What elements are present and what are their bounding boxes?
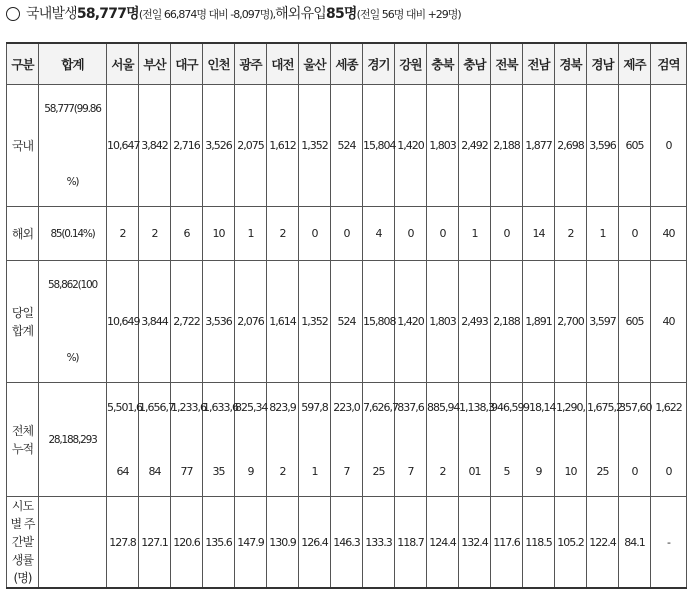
column-header: 충북 [427,43,459,85]
value-cell: 147.9 [235,497,267,589]
value-cell: 124.4 [427,497,459,589]
value-cell: 117.6 [491,497,523,589]
column-header: 세종 [331,43,363,85]
value-cell: 130.9 [267,497,299,589]
value-cell-bottom: 84 [148,465,161,478]
value-cell: 1,352 [299,85,331,207]
value-cell-bottom: 10 [564,465,577,478]
row-label: 해외 [7,207,39,261]
value-cell: 10,649 [107,261,139,383]
total-cell [39,261,107,383]
value-cell: 4 [363,207,395,261]
column-header: 울산 [299,43,331,85]
column-header: 대전 [267,43,299,85]
value-cell-bottom: 0 [665,465,672,478]
total-cell-top: 58,777(99.86 [44,103,101,115]
value-cell: 146.3 [331,497,363,589]
value-cell [107,383,142,497]
value-cell-bottom: 25 [372,465,385,478]
column-header: 전남 [523,43,555,85]
value-cell: 6 [171,207,203,261]
value-cell: 1,891 [523,261,555,383]
row-label: 당일 합계 [7,261,39,383]
column-header: 제주 [619,43,651,85]
circle-bullet-icon [6,7,20,21]
value-cell [619,383,651,497]
value-cell: 1 [459,207,491,261]
row-cumulative [7,383,687,497]
value-cell: 2,700 [555,261,587,383]
page-title [6,0,461,28]
value-cell [555,383,587,497]
total-cell-bottom: %) [66,352,79,364]
value-cell: 2 [555,207,587,261]
row-overseas [7,207,687,261]
value-cell-top: 5,501,6 [107,401,142,414]
column-header: 부산 [139,43,171,85]
value-cell: 118.5 [523,497,555,589]
value-cell-top: 918,14 [523,401,556,414]
value-cell: 15,804 [363,85,395,207]
value-cell: 10 [203,207,235,261]
value-cell: 3,844 [139,261,171,383]
value-cell: 2 [107,207,139,261]
value-cell: 2,716 [171,85,203,207]
value-cell-top: 223,0 [333,401,360,414]
row-domestic [7,85,687,207]
value-cell: - [651,497,687,589]
value-cell: 14 [523,207,555,261]
row-label: 전체 누적 [7,383,39,497]
value-cell-top: 946,59 [491,401,524,414]
row-label: 시도별 주간발생률(명) [7,497,39,589]
value-cell-bottom: 01 [468,465,481,478]
value-cell: 0 [491,207,523,261]
value-cell: 120.6 [171,497,203,589]
overseas-compare: (전일 56명 대비 +29명) [356,8,461,21]
value-cell: 122.4 [587,497,619,589]
value-cell: 2,188 [491,85,523,207]
value-cell-top: 1,233,6 [171,401,206,414]
value-cell-top: 597,8 [301,401,328,414]
value-cell [267,383,299,497]
value-cell: 1,614 [267,261,299,383]
value-cell [651,383,687,497]
value-cell: 2,075 [235,85,267,207]
value-cell: 0 [619,207,651,261]
value-cell-bottom: 7 [407,465,414,478]
value-cell: 40 [651,207,687,261]
value-cell: 84.1 [619,497,651,589]
column-header: 전북 [491,43,523,85]
total-cell [39,497,107,589]
domestic-label: 국내발생 [26,6,77,22]
value-cell [331,383,363,497]
value-cell: 2,076 [235,261,267,383]
value-cell: 0 [331,207,363,261]
column-header: 경기 [363,43,395,85]
total-cell-top: 58,862(100 [48,279,97,291]
domestic-compare: (전일 66,874명 대비 -8,097명), [138,8,276,21]
value-cell-top: 1,138,3 [459,401,494,414]
value-cell [235,383,267,497]
value-cell: 1,420 [395,85,427,207]
value-cell: 133.3 [363,497,395,589]
value-cell: 1,877 [523,85,555,207]
value-cell-top: 1,633,6 [203,401,238,414]
value-cell: 2,493 [459,261,491,383]
column-header: 합계 [39,43,107,85]
value-cell-top: 7,626,7 [363,401,398,414]
column-header: 경남 [587,43,619,85]
value-cell-bottom: 2 [439,465,446,478]
value-cell: 1,420 [395,261,427,383]
value-cell-top: 1,675,2 [587,401,622,414]
value-cell: 1 [587,207,619,261]
total-cell-bottom: %) [66,176,79,188]
value-cell-top: 1,656,7 [139,401,174,414]
value-cell-bottom: 9 [535,465,542,478]
column-header: 구분 [7,43,39,85]
value-cell: 15,808 [363,261,395,383]
value-cell [299,383,331,497]
value-cell-top: 823,9 [269,401,296,414]
value-cell: 3,526 [203,85,235,207]
value-cell-top: 357,60 [619,401,652,414]
value-cell: 605 [619,261,651,383]
region-case-table [6,42,687,589]
value-cell: 2 [267,207,299,261]
value-cell: 126.4 [299,497,331,589]
value-cell: 0 [427,207,459,261]
value-cell-bottom: 9 [247,465,254,478]
value-cell [203,383,238,497]
header-row [7,43,687,85]
value-cell-bottom: 7 [343,465,350,478]
overseas-count: 85명 [326,6,357,22]
value-cell [363,383,398,497]
total-cell: 85(0.14%) [39,207,107,261]
value-cell: 2,188 [491,261,523,383]
value-cell [395,383,427,497]
value-cell: 132.4 [459,497,491,589]
value-cell: 524 [331,85,363,207]
value-cell: 2,492 [459,85,491,207]
value-cell: 1,803 [427,85,459,207]
column-header: 경북 [555,43,587,85]
value-cell-bottom: 35 [212,465,225,478]
value-cell-top: 837,6 [397,401,424,414]
domestic-count: 58,777명 [76,6,139,22]
column-header: 검역 [651,43,687,85]
value-cell: 10,647 [107,85,139,207]
value-cell: 2,698 [555,85,587,207]
value-cell-bottom: 64 [116,465,129,478]
value-cell [459,383,494,497]
value-cell: 3,842 [139,85,171,207]
value-cell: 40 [651,261,687,383]
value-cell-bottom: 2 [279,465,286,478]
value-cell-bottom: 1 [311,465,318,478]
row-label: 국내 [7,85,39,207]
value-cell-bottom: 77 [180,465,193,478]
value-cell: 105.2 [555,497,587,589]
value-cell-bottom: 25 [596,465,609,478]
value-cell: 0 [299,207,331,261]
column-header: 강원 [395,43,427,85]
value-cell: 2 [139,207,171,261]
total-cell: 28,188,293 [39,383,107,497]
value-cell: 1,612 [267,85,299,207]
value-cell: 3,597 [587,261,619,383]
column-header: 충남 [459,43,491,85]
column-header: 대구 [171,43,203,85]
value-cell-top: 1,290, [556,401,585,414]
value-cell [427,383,459,497]
value-cell: 605 [619,85,651,207]
value-cell: 118.7 [395,497,427,589]
value-cell-bottom: 5 [503,465,510,478]
value-cell: 135.6 [203,497,235,589]
value-cell-top: 825,34 [235,401,268,414]
value-cell: 127.1 [139,497,171,589]
value-cell [523,383,555,497]
value-cell: 1 [235,207,267,261]
value-cell: 2,722 [171,261,203,383]
value-cell-bottom: 0 [631,465,638,478]
value-cell [171,383,206,497]
value-cell: 3,596 [587,85,619,207]
value-cell: 1,352 [299,261,331,383]
value-cell: 1,803 [427,261,459,383]
value-cell [587,383,622,497]
row-daily [7,261,687,383]
value-cell-top: 1,622 [655,401,682,414]
value-cell: 127.8 [107,497,139,589]
value-cell: 0 [395,207,427,261]
value-cell [139,383,174,497]
value-cell: 0 [651,85,687,207]
value-cell [491,383,523,497]
value-cell: 524 [331,261,363,383]
column-header: 서울 [107,43,139,85]
total-cell [39,85,107,207]
column-header: 인천 [203,43,235,85]
row-weekly [7,497,687,589]
value-cell: 3,536 [203,261,235,383]
column-header: 광주 [235,43,267,85]
overseas-label: 해외유입 [275,6,327,22]
value-cell-top: 885,94 [427,401,460,414]
